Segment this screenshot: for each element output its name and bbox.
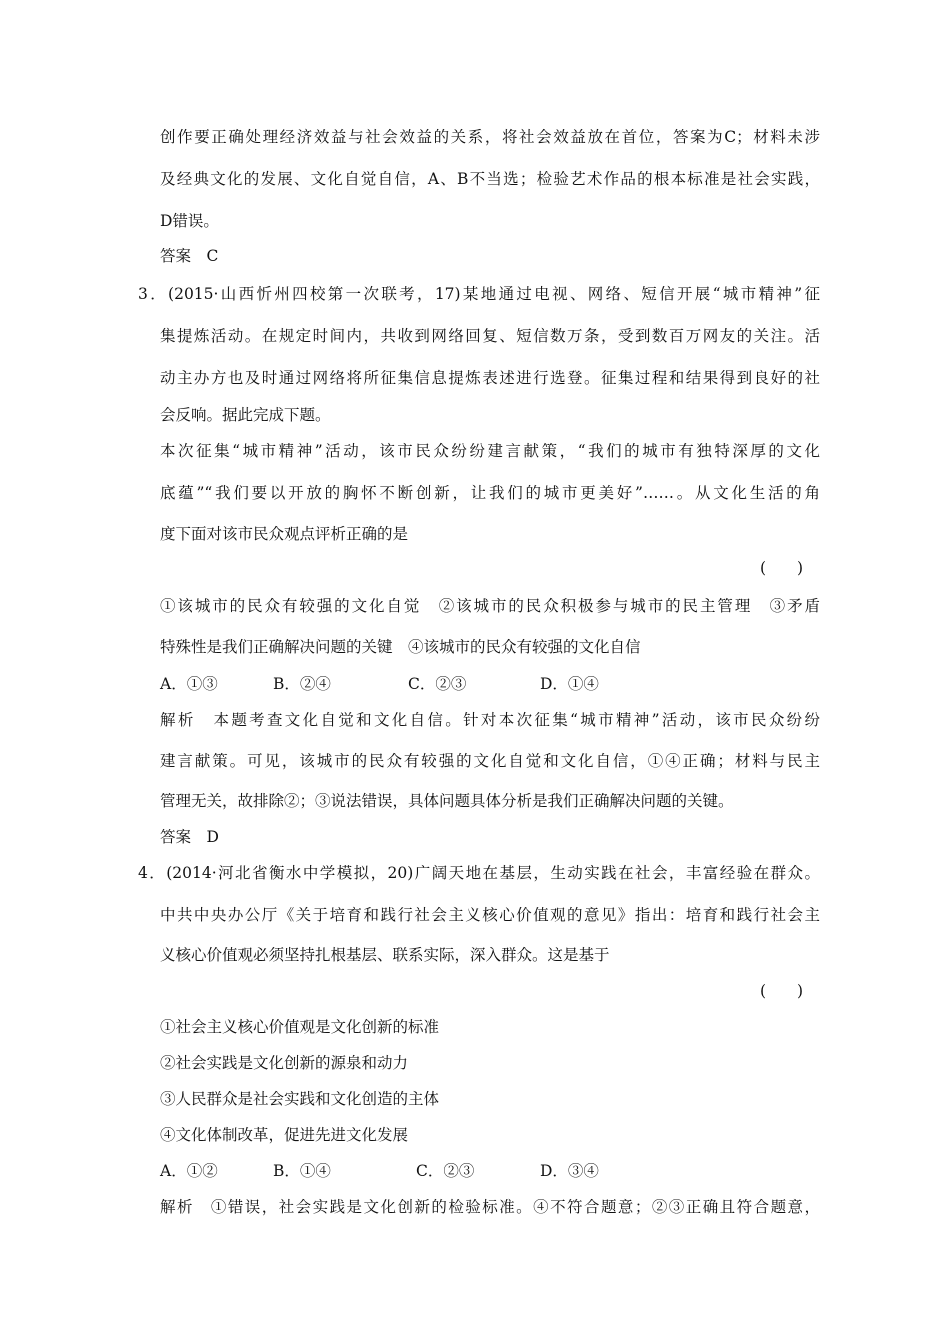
q4-option-c: C．②③ bbox=[416, 1162, 475, 1180]
q3-statement-line: 特殊性是我们正确解决问题的关键 ④该城市的民众有较强的文化自信 bbox=[160, 638, 641, 656]
q3-stem-line: 3．(2015·山西忻州四校第一次联考，17)某地通过电视、网络、短信开展“城市精神”征 bbox=[138, 285, 820, 303]
prev-answer: 答案 C bbox=[160, 247, 219, 265]
q3-question-line: 度下面对该市民众观点评析正确的是 bbox=[160, 525, 409, 543]
q4-option-d: D．③④ bbox=[540, 1162, 599, 1180]
q4-stem-line: 中共中央办公厅《关于培育和践行社会主义核心价值观的意见》指出：培育和践行社会主 bbox=[160, 906, 820, 924]
q4-statement-2: ②社会实践是文化创新的源泉和动力 bbox=[160, 1054, 409, 1072]
q3-option-b: B．②④ bbox=[273, 675, 331, 693]
q4-option-b: B．①④ bbox=[273, 1162, 331, 1180]
q3-stem-line: 集提炼活动。在规定时间内，共收到网络回复、短信数万条，受到数百万网友的关注。活 bbox=[160, 327, 820, 345]
prev-analysis-line: D错误。 bbox=[160, 212, 219, 230]
q4-statement-1: ①社会主义核心价值观是文化创新的标准 bbox=[160, 1018, 440, 1036]
q3-option-a: A．①③ bbox=[160, 675, 218, 693]
q3-option-c: C．②③ bbox=[408, 675, 467, 693]
q3-answer-bracket: ( ) bbox=[760, 559, 804, 577]
q3-question-line: 底蕴”“我们要以开放的胸怀不断创新，让我们的城市更美好”……。从文化生活的角 bbox=[160, 484, 820, 502]
q4-option-a: A．①② bbox=[160, 1162, 218, 1180]
q4-statement-4: ④文化体制改革，促进先进文化发展 bbox=[160, 1126, 409, 1144]
q3-stem-line: 动主办方也及时通过网络将所征集信息提炼表述进行选登。征集过程和结果得到良好的社 bbox=[160, 369, 820, 387]
q3-stem-line: 会反响。据此完成下题。 bbox=[160, 406, 331, 424]
prev-analysis-line: 创作要正确处理经济效益与社会效益的关系，将社会效益放在首位，答案为C；材料未涉 bbox=[160, 128, 820, 146]
q4-analysis-line: 解析 ①错误，社会实践是文化创新的检验标准。④不符合题意；②③正确且符合题意， bbox=[160, 1198, 820, 1216]
q3-statement-line: ①该城市的民众有较强的文化自觉 ②该城市的民众积极参与城市的民主管理 ③矛盾 bbox=[160, 597, 820, 615]
q4-stem-line: 4．(2014·河北省衡水中学模拟，20)广阔天地在基层，生动实践在社会，丰富经验在群众。 bbox=[138, 864, 820, 882]
q3-analysis-line: 解析 本题考查文化自觉和文化自信。针对本次征集“城市精神”活动，该市民众纷纷 bbox=[160, 711, 820, 729]
q3-question-line: 本次征集“城市精神”活动，该市民众纷纷建言献策，“我们的城市有独特深厚的文化 bbox=[160, 442, 820, 460]
q3-analysis-line: 管理无关，故排除②；③说法错误，具体问题具体分析是我们正确解决问题的关键。 bbox=[160, 792, 734, 810]
q3-analysis-line: 建言献策。可见，该城市的民众有较强的文化自觉和文化自信，①④正确；材料与民主 bbox=[160, 752, 820, 770]
q3-option-d: D．①④ bbox=[540, 675, 599, 693]
q4-stem-line: 义核心价值观必须坚持扎根基层、联系实际，深入群众。这是基于 bbox=[160, 946, 610, 964]
q4-answer-bracket: ( ) bbox=[760, 982, 804, 1000]
q3-answer: 答案 D bbox=[160, 828, 219, 846]
prev-analysis-line: 及经典文化的发展、文化自觉自信，A、B不当选；检验艺术作品的根本标准是社会实践， bbox=[160, 170, 820, 188]
q4-statement-3: ③人民群众是社会实践和文化创造的主体 bbox=[160, 1090, 440, 1108]
